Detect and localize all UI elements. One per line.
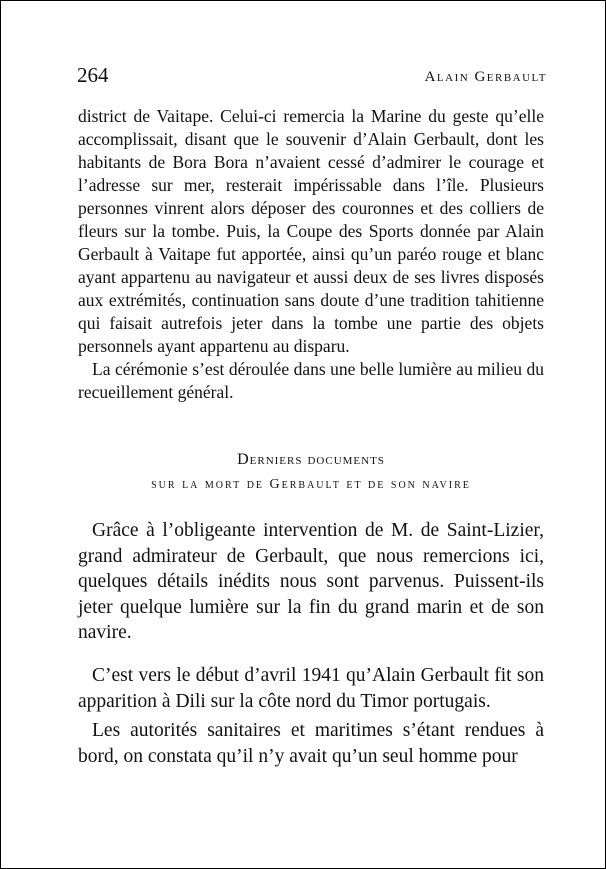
page-header (77, 63, 547, 93)
lower-text-block-2 (78, 663, 544, 769)
section-title: Derniers documents (237, 451, 385, 468)
lower-text-block-1 (78, 518, 544, 646)
upper-text-block (78, 105, 544, 404)
paragraph: C’est vers le début d’avril 1941 qu’Alain Gerbault fit son apparition à Dili sur la côte nord du Timor portugais. (78, 665, 544, 712)
paragraph: Les autorités sanitaires et maritimes s’étant rendues à bord, on constata qu’il n’y avait qu’un seul homme pour (78, 720, 544, 767)
paragraph: La cérémonie s’est déroulée dans une belle lumière au milieu du recueillement général. (78, 359, 544, 402)
page-number: 264 (77, 63, 109, 87)
running-head: Alain Gerbault (424, 69, 547, 85)
paragraph: district de Vaitape. Celui-ci remercia la Marine du geste qu’elle accomplissait, disant que le souvenir d’Alain Gerbault, dont les habitants de Bora Bora n’avaient cessé d’admirer le courage et l’adresse sur mer, resterait impérissable dans l’île. Plusieurs personnes vinrent alors déposer des couronnes et des colliers de fleurs sur la tombe. Puis, la Coupe des Sports donnée par Alain Gerbault à Vaitape fut apportée, ainsi qu’un paréo rouge et blanc ayant appartenu au navigateur et aussi deux de ses livres disposés aux extrémités, continuation sans doute d’une tradition tahitienne qui faisait autrefois jeter dans la tombe une partie des objets personnels ayant appartenu au disparu. (78, 106, 544, 356)
paragraph: Grâce à l’obligeante intervention de M. de Saint-Lizier, grand admirateur de Gerbault, que nous remercions ici, quelques détails inédits nous sont parvenus. Puissent-ils jeter quelque lumière sur la fin du grand marin et de son navire. (78, 520, 544, 643)
section-subtitle: sur la mort de Gerbault et de son navire (151, 477, 471, 492)
